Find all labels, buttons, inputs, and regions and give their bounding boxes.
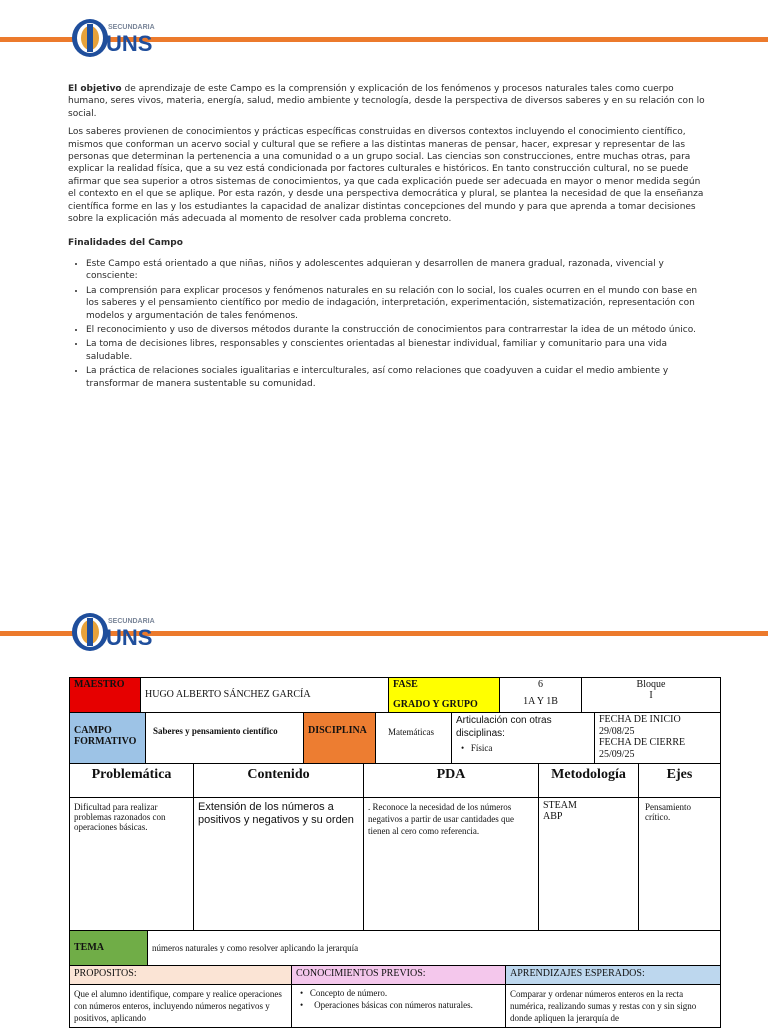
disciplina-label-cell [303,712,376,764]
svg-text:SECUNDARIA: SECUNDARIA [108,618,155,625]
campo-value: Saberes y pensamiento científico [153,726,278,736]
list-item: • La comprensión para explicar procesos y fenómenos naturales en su relación con lo social, los cuales ocurren en el mundo con base en los saberes y el pensamiento científico por medio de indagación, interpretación, experimentación, sistematización, representación con modelos y argumentación de tales fenómenos. [86,285,706,322]
articulacion-cell [451,712,595,764]
bullet-icon: • [300,988,304,998]
ejes-text: Pensamiento crítico. [645,802,691,822]
aprendizajes-label-cell [505,965,721,985]
propositos-text: Que el alumno identifique, compare y realice operaciones con números enteros, incluyendo números negativos y positivos, aplicando [74,989,282,1023]
propositos-label-cell [69,965,292,985]
articulacion-item: • Física [461,743,493,753]
tema-label-cell [69,930,148,966]
contenido-text: Extensión de los números a positivos y negativos y su orden [198,801,354,826]
objective-text: de aprendizaje de este Campo es la comprensión y explicación de los fenómenos y procesos naturales tales como cuerpo humano, seres vivos, materia, energía, salud, medio ambiente y tecnología, desde la perspectiva de diversos saberes y en su relación con lo social. [68,84,705,119]
svg-text:SECUNDARIA: SECUNDARIA [108,24,155,31]
saberes-paragraph: Los saberes provienen de conocimientos y prácticas específicas construidas en diversos contextos incluyendo el conocimiento científico, mismos que conforman un acervo social y cultural que se refiere a las distintas maneras de pensar, hacer, expresar y representar de las personas que determinan la pertenencia a una comunidad o a un grupo social. Las ciencias son construcciones, entre muchas otras, para explicar la realidad física, que a su vez está condicionada por factores culturales e históricos. En tanto construcción cultural, no se puede afirmar que sea superior a otros sistemas de conocimientos, ya que cada explicación puede ser adecuada en mayor o menor medida según el contexto en el que se aplique. Por esta razón, y desde una perspectiva democrática y plural, se plantea la necesidad de que la enseñanza científica forme en las y los estudiantes la capacidad de analizar distintas concepciones del mundo y para que aprenda a tomar decisiones sobre la explicación más adecuada al momento de resolver cada problema concreto. [68,127,704,225]
finalidades-title: Finalidades del Campo [68,238,183,249]
bloque-label: Bloque [636,679,666,690]
tema-label: TEMA [74,942,104,953]
bloque-cell [581,677,721,713]
list-item: • Concepto de número. [300,988,388,998]
inicio-value: 29/08/25 [599,725,635,737]
problematica-text: Dificultad para realizar problemas razonados con operaciones básicas. [74,802,166,832]
inicio-label: FECHA DE INICIO [599,714,681,725]
tema-value: números naturales y como resolver aplicando la jerarquía [152,943,359,953]
svg-text:UNS: UNS [106,31,153,56]
header-pda: PDA [363,763,539,798]
header-ejes: Ejes [638,763,721,798]
list-item: • La práctica de relaciones sociales igualitarias e interculturales, así como relaciones que coadyuven a cuidar el medio ambiente y transformar de manera sustentable su comunidad. [86,365,706,390]
previos-label: CONOCIMIENTOS PREVIOS: [296,968,426,979]
metodologia-item: ABP [543,811,563,822]
fase-value: 6 [538,679,543,690]
disciplina-value-cell [375,712,452,764]
maestro-value-cell [140,677,389,713]
svg-text:UNS: UNS [106,625,153,650]
list-item: • Este Campo está orientado a que niñas, niños y adolescentes adquieran y desarrollen de manera gradual, razonada, vivencial y consciente: [86,258,706,283]
disciplina-value: Matemáticas [388,727,434,737]
pda-text: . Reconoce la necesidad de los números negativos a partir de usar cantidades que tienen al cero como referencia. [368,802,514,836]
contenido-cell [193,797,364,931]
fase-value-cell [499,677,582,713]
header-metodologia: Metodología [538,763,639,798]
grado-value: 1A Y 1B [523,696,558,707]
previos-cell [291,984,506,1028]
maestro-value: HUGO ALBERTO SÁNCHEZ GARCÍA [145,689,311,700]
bullet-icon: • [300,999,304,1010]
bloque-value: I [649,690,653,701]
bullet-icon: • [461,743,465,753]
metodologia-item: STEAM [543,800,577,811]
aprendizajes-label: APRENDIZAJES ESPERADOS: [510,968,645,979]
list-item: • El reconocimiento y uso de diversos métodos durante la construcción de conocimientos para contrarrestar la idea de un método único. [86,324,706,336]
list-item: • Operaciones básicas con números naturales. [300,999,473,1010]
campo-value-cell [145,712,304,764]
campo-label: CAMPO FORMATIVO [74,725,137,747]
fechas-cell [594,712,721,764]
metodologia-cell [538,797,639,931]
propositos-label: PROPOSITOS: [74,968,137,979]
pda-cell [363,797,539,931]
maestro-label-cell [69,677,141,713]
tema-value-cell [147,930,721,966]
disciplina-label: DISCIPLINA [308,725,367,736]
fase-label: FASE [393,679,418,690]
aprendizajes-text: Comparar y ordenar números enteros en la recta numérica, realizando sumas y restas con y sin signo donde apliquen la jerarquía de [510,989,697,1023]
aprendizajes-cell [505,984,721,1028]
grado-label: GRADO Y GRUPO [393,699,478,710]
cierre-value: 25/09/25 [599,748,635,760]
grado-label-cell [388,695,500,713]
list-item: • La toma de decisiones libres, responsables y conscientes orientadas al bienestar individual, familiar y comunitario para una vida saludable. [86,338,706,363]
articulacion-label: Articulación con otras disciplinas: [456,715,552,739]
header-contenido: Contenido [193,763,364,798]
maestro-label: MAESTRO [74,679,125,690]
cierre-label: FECHA DE CIERRE [599,737,686,748]
fase-label-cell [388,677,500,696]
propositos-cell [69,984,292,1028]
previos-label-cell [291,965,506,985]
ejes-cell [638,797,721,931]
objective-label: El objetivo [68,84,122,94]
header-problematica: Problemática [69,763,194,798]
problematica-cell [69,797,194,931]
campo-label-cell [69,712,146,764]
